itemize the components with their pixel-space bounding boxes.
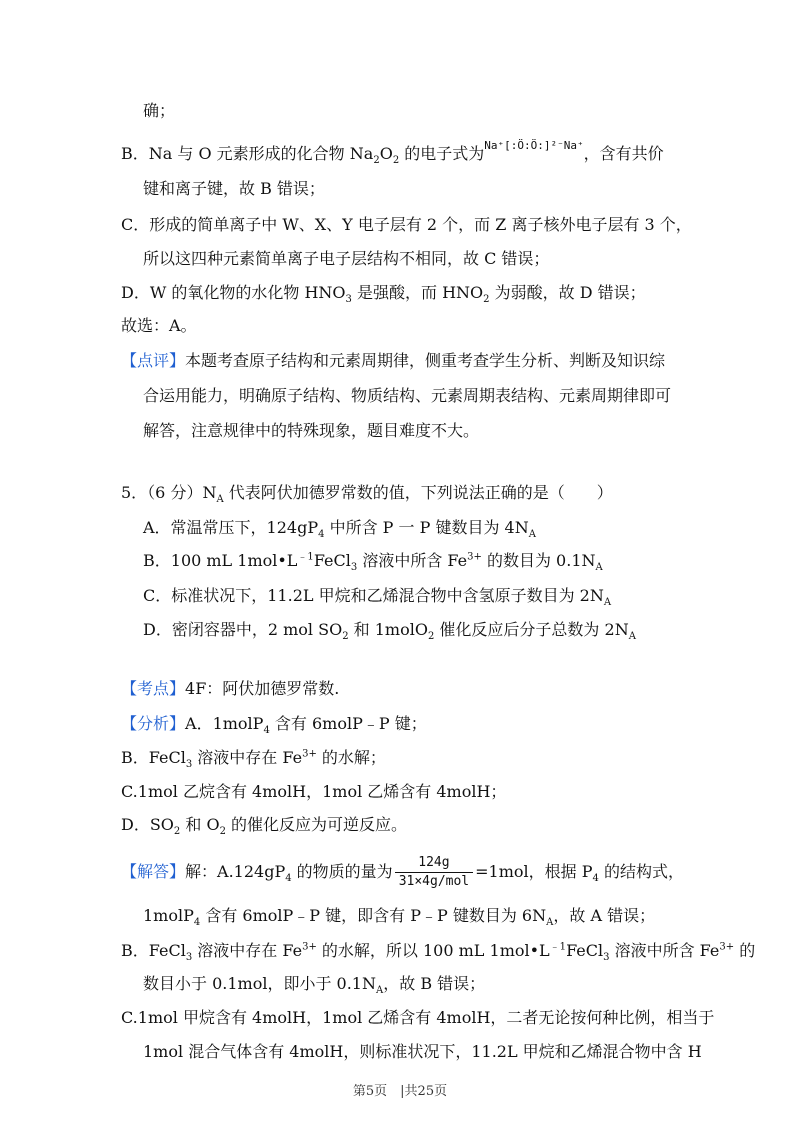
- text-line: C.1mol 甲烷含有 4molH，1mol 乙烯含有 4molH，二者无论按何种比例，相当于: [121, 1008, 715, 1027]
- text-line: 解答，注意规律中的特殊现象，题目难度不大。: [143, 421, 480, 440]
- text-line: 1mol 混合气体含有 4molH，则标准状况下，11.2L 甲烷和乙烯混合物中含 H: [143, 1042, 702, 1061]
- text-line: C.1mol 乙烷含有 4molH，1mol 乙烯含有 4molH；: [121, 782, 507, 801]
- kaodian-tag: 【考点】: [121, 679, 186, 698]
- text-line: 合运用能力，明确原子结构、物质结构、元素周期表结构、元素周期律即可: [143, 386, 672, 405]
- text-line: C．形成的简单离子中 W、X、Y 电子层有 2 个，而 Z 离子核外电子层有 3 个，: [121, 215, 692, 234]
- question-stem: 5．（6 分）$N_A$ 代表阿伏加德罗常数的值，下列说法正确的是（ ）: [121, 483, 613, 506]
- text-line: D．$SO_2$ 和 $O_2$ 的催化反应为可逆反应。: [121, 815, 408, 838]
- text-line: 数目小于 0.1mol，即小于 $0.1N_A$，故 B 错误；: [143, 974, 486, 997]
- text-line: B．FeCl$_3$ 溶液中存在 $Fe^{3+}$ 的水解；: [121, 748, 386, 771]
- text-line: B．FeCl$_3$ 溶液中存在 $Fe^{3+}$ 的水解，所以 100 mL $1mol•L^{﹣1}FeCl_3$ 溶液中所含 $Fe^{3+}$ 的: [121, 941, 756, 964]
- jieda-tag: 【解答】: [121, 862, 186, 881]
- option-a: A．常温常压下，$124gP_4$ 中所含 P 一 P 键数目为 $4N_A$: [143, 518, 536, 541]
- fenxi-tag: 【分析】: [121, 714, 186, 733]
- text-line: 确；: [143, 101, 176, 120]
- text-line: 键和离子键，故 B 错误；: [143, 179, 325, 198]
- electron-formula: Na⁺[:Ö:Ö:]²⁻Na⁺: [484, 139, 584, 152]
- text-line: 1molP$_4$ 含有 6molP﹣P 键，即含有 P﹣P 键数目为 $6N_A$，故 A 错误；: [143, 906, 656, 929]
- option-d: D．密闭容器中，2 mol $SO_2$ 和 1molO$_2$ 催化反应后分子总数为 $2N_A$: [143, 620, 636, 643]
- text-line: B．Na 与 O 元素形成的化合物 $Na_2O_2$ 的电子式为$^{Na^+[:Ö:Ö:]^{2-}Na^+}$，含有共价: [121, 139, 664, 167]
- text-line: 所以这四种元素简单离子电子层结构不相同，故 C 错误；: [143, 249, 550, 268]
- text-line: D．W 的氧化物的水化物 $HNO_3$ 是强酸，而 $HNO_2$ 为弱酸，故 D 错误；: [121, 283, 646, 306]
- comment-tag: 【点评】: [121, 351, 186, 370]
- text-line: 【点评】本题考查原子结构和元素周期律，侧重考查学生分析、判断及知识综: [121, 351, 666, 370]
- text-line: 【分析】A．1molP$_4$ 含有 6molP﹣P 键；: [121, 714, 427, 737]
- option-b: B．100 mL $1mol•L^{﹣1}FeCl_3$ 溶液中所含 $Fe^{3+}$ 的数目为 $0.1N_A$: [143, 551, 603, 574]
- text-line: 【解答】解：$A.124gP_4$ 的物质的量为 $\frac{124g}{\text{31×4g/mol}}$ =1mol，根据 $P_4$ 的结构式，: [121, 855, 684, 889]
- fraction: $\frac{124g}{\text{31×4g/mol}}$: [395, 854, 473, 891]
- page-footer: 第5页 |共25页: [352, 1084, 448, 1099]
- text-line: 【考点】4F：阿伏加德罗常数.: [121, 679, 340, 698]
- text-line: 故选：A。: [121, 316, 197, 335]
- option-c: C．标准状况下，11.2L 甲烷和乙烯混合物中含氢原子数目为 $2N_A$: [143, 586, 612, 609]
